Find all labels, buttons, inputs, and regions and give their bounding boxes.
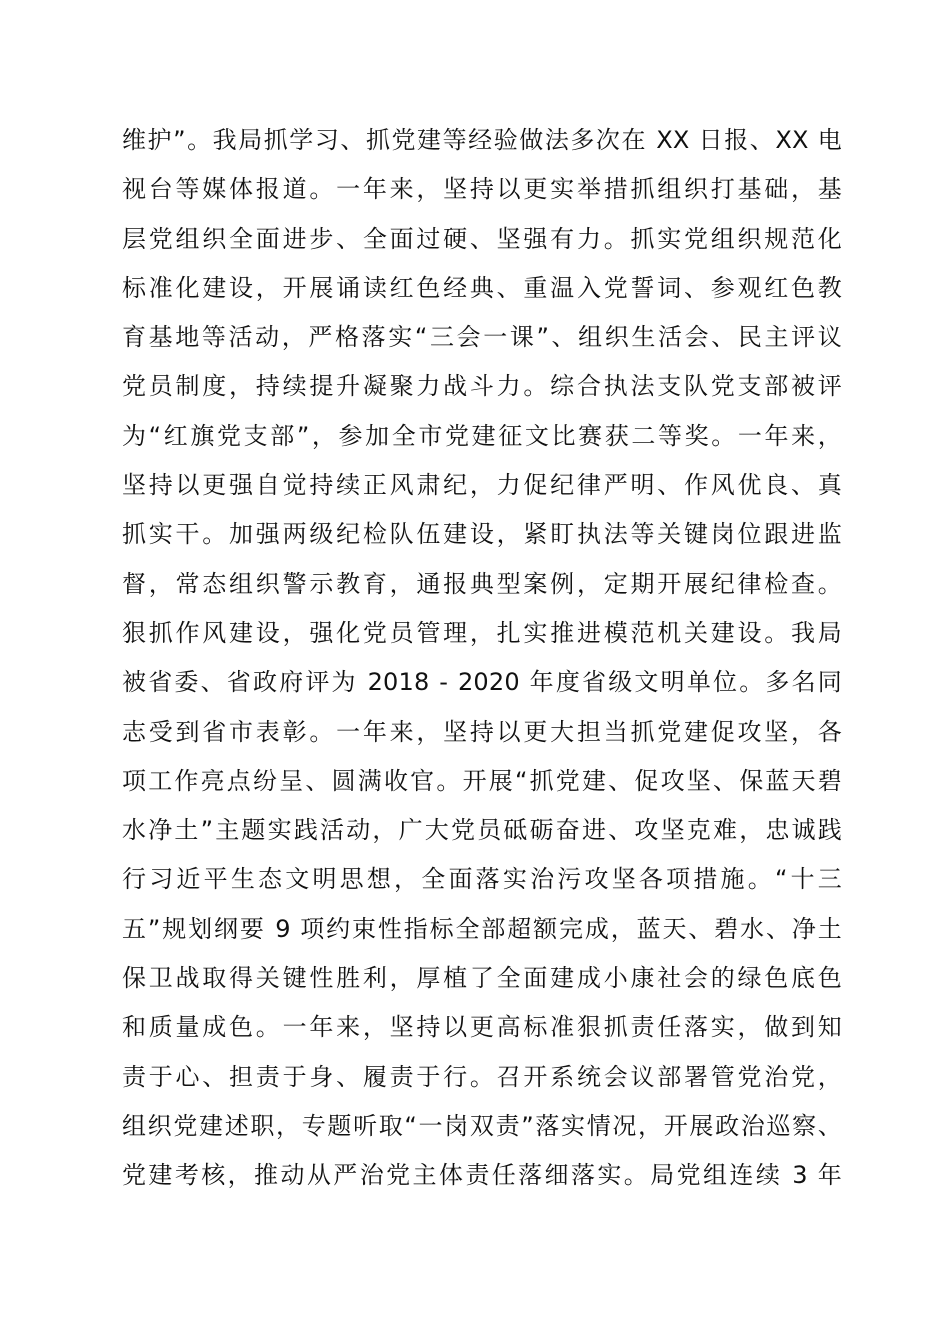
text-line: 坚持以更强自觉持续正风肃纪，力促纪律严明、作风优良、真 xyxy=(122,471,842,500)
text-line: 五”规划纲要 9 项约束性指标全部超额完成，蓝天、碧水、净土 xyxy=(122,914,842,943)
text-line: 为“红旗党支部”，参加全市党建征文比赛获二等奖。一年来， xyxy=(122,421,842,450)
text-line: 组织党建述职，专题听取“一岗双责”落实情况，开展政治巡察、 xyxy=(122,1111,842,1140)
text-line: 督，常态组织警示教育，通报典型案例，定期开展纪律检查。 xyxy=(122,569,842,598)
text-line: 维护”。我局抓学习、抓党建等经验做法多次在 XX 日报、XX 电 xyxy=(122,126,842,154)
text-line: 责于心、担责于身、履责于行。召开系统会议部署管党治党， xyxy=(122,1062,842,1091)
text-line: 行习近平生态文明思想，全面落实治污攻坚各项措施。“十三 xyxy=(122,865,842,894)
text-line: 和质量成色。一年来，坚持以更高标准狠抓责任落实，做到知 xyxy=(122,1013,842,1042)
text-line: 志受到省市表彰。一年来，坚持以更大担当抓党建促攻坚，各 xyxy=(122,717,842,746)
text-line: 保卫战取得关键性胜利，厚植了全面建成小康社会的绿色底色 xyxy=(122,964,842,993)
text-line: 狠抓作风建设，强化党员管理，扎实推进模范机关建设。我局 xyxy=(122,618,842,647)
text-line: 育基地等活动，严格落实“三会一课”、组织生活会、民主评议 xyxy=(122,323,842,352)
text-line: 水净土”主题实践活动，广大党员砥砺奋进、攻坚克难，忠诚践 xyxy=(122,816,842,845)
text-line: 层党组织全面进步、全面过硬、坚强有力。抓实党组织规范化 xyxy=(122,224,842,253)
text-line: 抓实干。加强两级纪检队伍建设，紧盯执法等关键岗位跟进监 xyxy=(122,520,842,549)
text-line: 视台等媒体报道。一年来，坚持以更实举措抓组织打基础，基 xyxy=(122,175,842,204)
text-line: 被省委、省政府评为 2018 - 2020 年度省级文明单位。多名同 xyxy=(122,668,842,697)
text-line: 标准化建设，开展诵读红色经典、重温入党誓词、参观红色教 xyxy=(122,273,842,302)
text-line: 项工作亮点纷呈、圆满收官。开展“抓党建、促攻坚、保蓝天碧 xyxy=(122,766,842,795)
body-paragraph xyxy=(122,116,842,1201)
text-line: 党员制度，持续提升凝聚力战斗力。综合执法支队党支部被评 xyxy=(122,372,842,401)
text-line: 党建考核，推动从严治党主体责任落细落实。局党组连续 3 年 xyxy=(122,1161,842,1190)
